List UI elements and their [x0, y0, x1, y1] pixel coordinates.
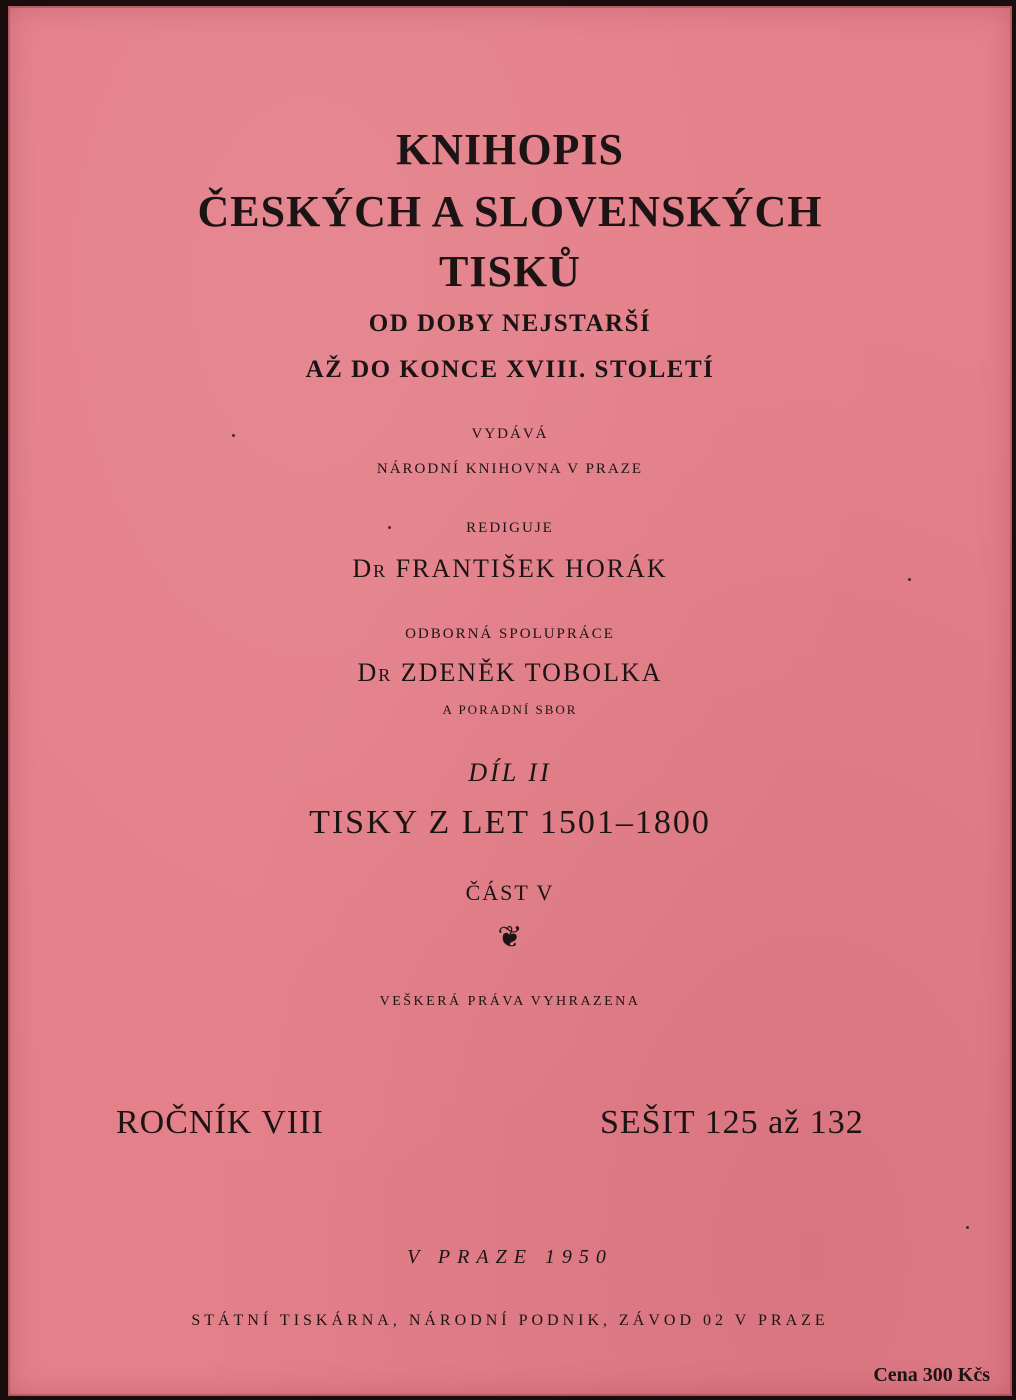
section-label: ČÁST V: [465, 880, 555, 905]
collaborator-name: DR ZDENĚK TOBOLKA: [357, 658, 663, 687]
part-title: TISKY Z LET 1501–1800: [309, 804, 711, 841]
book-cover: [8, 6, 1012, 1396]
price-label: Cena 300 Kčs: [873, 1364, 990, 1386]
place-year: V PRAZE 1950: [407, 1246, 613, 1268]
title-line-3: TISKŮ: [439, 247, 581, 296]
part-number: DÍL II: [468, 758, 552, 787]
paper-speck: [908, 578, 911, 581]
printer-imprint: STÁTNÍ TISKÁRNA, NÁRODNÍ PODNIK, ZÁVOD 02 V PRAZE: [191, 1312, 829, 1329]
editor-prefix: DR: [352, 554, 388, 583]
paper-speck: [388, 526, 391, 529]
ornament-icon: ❦: [497, 921, 523, 954]
paper-speck: [966, 1226, 969, 1229]
publisher-label: VYDÁVÁ: [471, 426, 549, 442]
collaboration-label: ODBORNÁ SPOLUPRÁCE: [405, 626, 615, 642]
subtitle-line-2: AŽ DO KONCE XVIII. STOLETÍ: [305, 356, 715, 383]
editor-name: DR FRANTIŠEK HORÁK: [352, 554, 668, 583]
collaborator-prefix: DR: [357, 658, 393, 687]
paper-speck: [232, 434, 235, 437]
title-line-1: KNIHOPIS: [395, 125, 625, 174]
editor-label: REDIGUJE: [466, 520, 554, 536]
rights-notice: VEŠKERÁ PRÁVA VYHRAZENA: [379, 994, 641, 1009]
volume-label: ROČNÍK VIII: [116, 1104, 324, 1141]
issue-label: SEŠIT 125 až 132: [600, 1104, 864, 1141]
advisory-board: A PORADNÍ SBOR: [442, 702, 578, 717]
publisher-name: NÁRODNÍ KNIHOVNA V PRAZE: [376, 461, 644, 477]
title-line-2: ČESKÝCH A SLOVENSKÝCH: [197, 187, 823, 236]
subtitle-line-1: OD DOBY NEJSTARŠÍ: [368, 310, 652, 337]
